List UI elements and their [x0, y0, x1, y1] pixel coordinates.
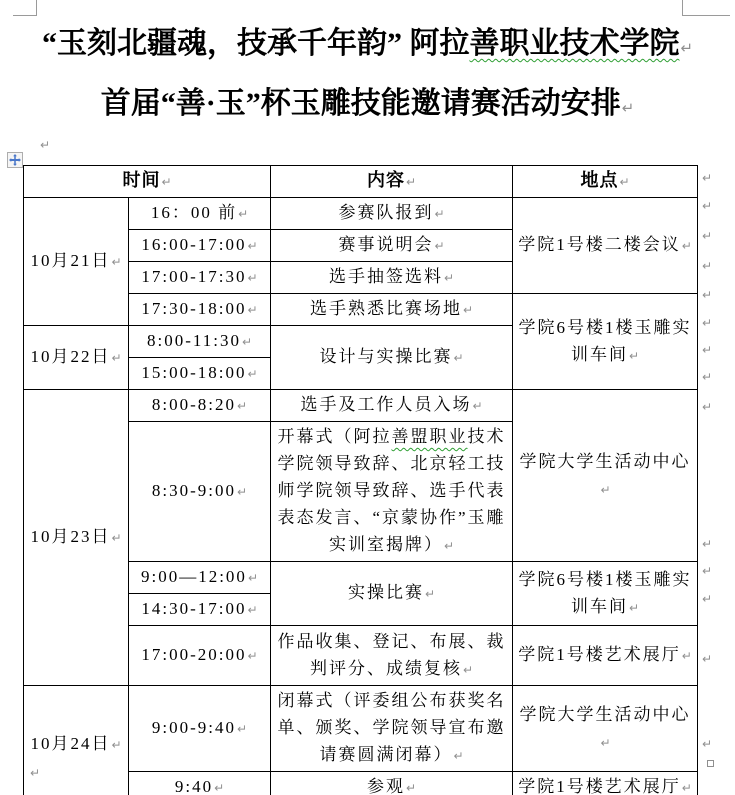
cell-end-mark-icon: ↵	[681, 781, 692, 795]
cell-end-mark-icon: ↵	[405, 781, 417, 795]
cell-end-mark-icon: ↵	[247, 303, 258, 317]
location-cell[interactable]: 学院6号楼1楼玉雕实训车间↵	[513, 294, 698, 390]
cell-end-mark-icon: ↵	[241, 335, 253, 349]
cell-end-mark-icon: ↵	[247, 649, 258, 663]
table-row	[24, 198, 698, 230]
row-end-mark-icon: ↵	[702, 229, 713, 243]
row-end-mark-icon: ↵	[702, 259, 713, 273]
cell-end-mark-icon: ↵	[434, 239, 445, 253]
cell-end-mark-icon: ↵	[472, 399, 483, 413]
col-header-time[interactable]: 时间↵	[24, 166, 271, 198]
location-cell[interactable]: 学院1号楼艺术展厅↵	[513, 772, 698, 795]
title-text: 首届“善·玉”杯玉雕技能邀请赛活动安排	[100, 87, 621, 120]
content-cell-opening-ceremony[interactable]: 开幕式（阿拉善盟职业技术学院领导致辞、北京轻工技师学院领导致辞、选手代表表态发言、“京蒙协作”玉雕实训室揭牌）↵	[271, 422, 513, 562]
location-cell[interactable]: 学院大学生活动中心↵	[513, 686, 698, 772]
date-cell-oct23[interactable]: 10月23日↵	[24, 390, 129, 686]
time-cell[interactable]: 17:00-20:00↵	[129, 626, 271, 686]
date-cell-oct22[interactable]: 10月22日↵	[24, 326, 129, 390]
content-cell[interactable]: 赛事说明会↵	[271, 230, 513, 262]
cell-end-mark-icon: ↵	[681, 649, 692, 663]
content-cell[interactable]: 设计与实操比赛↵	[271, 326, 513, 390]
row-end-mark-icon: ↵	[702, 199, 713, 213]
content-cell[interactable]: 作品收集、登记、布展、裁判评分、成绩复核↵	[271, 626, 513, 686]
row-end-mark-icon: ↵	[702, 316, 713, 330]
cell-end-mark-icon: ↵	[628, 600, 640, 615]
content-cell[interactable]: 选手抽签选料↵	[271, 262, 513, 294]
time-cell[interactable]: 14:30-17:00↵	[129, 594, 271, 626]
cell-end-mark-icon: ↵	[111, 351, 122, 365]
time-cell[interactable]: 9:40↵	[129, 772, 271, 795]
time-cell[interactable]: 9:00—12:00↵	[129, 562, 271, 594]
date-cell-oct21[interactable]: 10月21日↵	[24, 198, 129, 326]
cell-end-mark-icon: ↵	[600, 482, 611, 497]
row-end-mark-icon: ↵	[702, 564, 713, 578]
table-resize-handle[interactable]	[707, 760, 714, 767]
spellcheck-flagged-text: 善盟职业	[391, 427, 468, 446]
cell-end-mark-icon: ↵	[237, 485, 248, 499]
paragraph-mark-icon: ↵	[680, 39, 694, 57]
row-end-mark-icon: ↵	[702, 343, 713, 357]
cell-end-mark-icon: ↵	[111, 255, 122, 269]
table-row	[24, 686, 698, 772]
cell-end-mark-icon: ↵	[600, 735, 611, 750]
location-cell[interactable]: 学院6号楼1楼玉雕实训车间↵	[513, 562, 698, 626]
time-cell[interactable]: 9:00-9:40↵	[129, 686, 271, 772]
cell-end-mark-icon: ↵	[424, 587, 436, 601]
row-end-mark-icon: ↵	[702, 370, 713, 384]
table-move-handle[interactable]	[7, 152, 23, 168]
paragraph-mark-icon: ↵	[621, 99, 635, 117]
title-text-spellcheck-flagged: 善职业技术学院	[469, 27, 680, 60]
col-header-location[interactable]: 地点↵	[513, 166, 698, 198]
cell-end-mark-icon: ↵	[111, 531, 122, 545]
row-end-mark-icon: ↵	[702, 288, 713, 302]
page-title-line1[interactable]	[0, 16, 735, 76]
time-cell[interactable]: 17:30-18:00↵	[129, 294, 271, 326]
cell-end-mark-icon: ↵	[247, 603, 258, 617]
page-title-line2[interactable]	[0, 76, 735, 136]
cell-end-mark-icon: ↵	[214, 781, 225, 795]
row-end-mark-icon: ↵	[702, 171, 713, 185]
time-cell[interactable]: 8:30-9:00↵	[129, 422, 271, 562]
cell-end-mark-icon: ↵	[111, 738, 122, 752]
table-row	[24, 390, 698, 422]
time-cell[interactable]: 8:00-8:20↵	[129, 390, 271, 422]
time-cell[interactable]: 16：00 前↵	[129, 198, 271, 230]
location-cell[interactable]: 学院1号楼艺术展厅↵	[513, 626, 698, 686]
cell-end-mark-icon: ↵	[434, 207, 445, 221]
page-corner-mark-top-left	[13, 0, 37, 16]
table-row	[24, 166, 698, 198]
time-cell[interactable]: 15:00-18:00↵	[129, 358, 271, 390]
cell-end-mark-icon: ↵	[238, 207, 249, 221]
date-cell-oct24[interactable]: 10月24日↵	[24, 686, 129, 795]
cell-end-mark-icon: ↵	[247, 571, 258, 585]
cell-end-mark-icon: ↵	[619, 175, 630, 189]
title-text: “玉刻北疆魂，技承千年韵” 阿拉	[41, 27, 470, 60]
cell-end-mark-icon: ↵	[462, 303, 474, 317]
move-arrows-icon	[9, 154, 21, 166]
content-cell[interactable]: 实操比赛↵	[271, 562, 513, 626]
col-header-content[interactable]: 内容↵	[271, 166, 513, 198]
row-end-mark-icon: ↵	[702, 400, 713, 414]
cell-end-mark-icon: ↵	[247, 367, 258, 381]
cell-end-mark-icon: ↵	[161, 175, 172, 189]
cell-end-mark-icon: ↵	[443, 539, 455, 553]
cell-end-mark-icon: ↵	[443, 271, 455, 285]
paragraph-mark-icon: ↵	[30, 766, 41, 780]
row-end-mark-icon: ↵	[702, 737, 713, 751]
location-cell[interactable]: 学院1号楼二楼会议↵	[513, 198, 698, 294]
time-cell[interactable]: 8:00-11:30↵	[129, 326, 271, 358]
content-cell[interactable]: 参观↵	[271, 772, 513, 795]
row-end-mark-icon: ↵	[702, 537, 713, 551]
content-cell[interactable]: 参赛队报到↵	[271, 198, 513, 230]
cell-end-mark-icon: ↵	[247, 271, 258, 285]
cell-end-mark-icon: ↵	[237, 722, 248, 736]
time-cell[interactable]: 16:00-17:00↵	[129, 230, 271, 262]
time-cell[interactable]: 17:00-17:30↵	[129, 262, 271, 294]
paragraph-mark-icon: ↵	[40, 138, 51, 152]
cell-end-mark-icon: ↵	[237, 399, 248, 413]
content-cell[interactable]: 选手及工作人员入场↵	[271, 390, 513, 422]
cell-end-mark-icon: ↵	[405, 175, 417, 189]
page-corner-mark-top-right	[682, 0, 730, 16]
document-title[interactable]	[0, 16, 735, 136]
content-cell[interactable]: 选手熟悉比赛场地↵	[271, 294, 513, 326]
cell-end-mark-icon: ↵	[247, 239, 258, 253]
content-cell-closing-ceremony[interactable]: 闭幕式（评委组公布获奖名单、颁奖、学院领导宣布邀请赛圆满闭幕）↵	[271, 686, 513, 772]
cell-end-mark-icon: ↵	[628, 348, 640, 363]
row-end-mark-icon: ↵	[702, 652, 713, 666]
schedule-table	[23, 165, 698, 795]
cell-end-mark-icon: ↵	[681, 239, 692, 253]
cell-end-mark-icon: ↵	[453, 749, 464, 763]
cell-end-mark-icon: ↵	[453, 351, 464, 365]
row-end-mark-icon: ↵	[702, 592, 713, 606]
location-cell[interactable]: 学院大学生活动中心↵	[513, 390, 698, 562]
cell-end-mark-icon: ↵	[462, 662, 474, 677]
